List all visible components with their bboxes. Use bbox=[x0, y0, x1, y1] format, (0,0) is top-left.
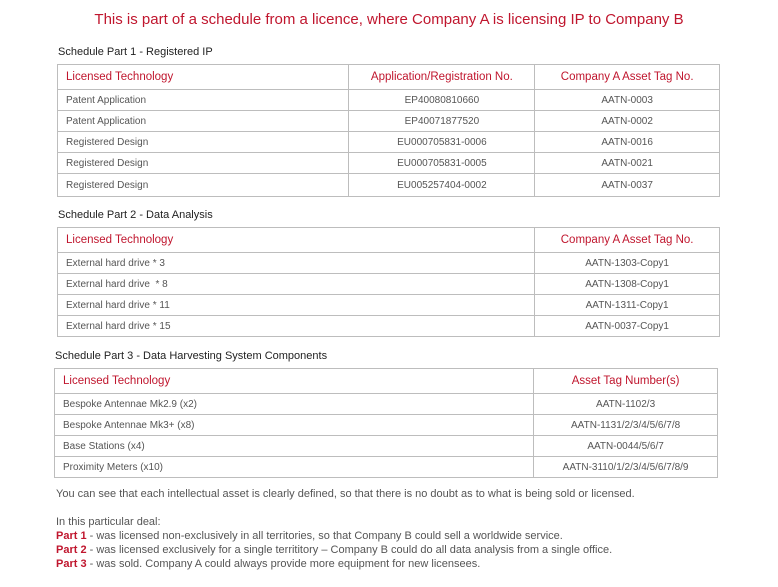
part3-note-text: - was sold. Company A could always provide more equipment for new licensees. bbox=[86, 558, 481, 570]
table-cell: Registered Design bbox=[58, 132, 349, 153]
page-title: This is part of a schedule from a licence, where Company A is licensing IP to Company B bbox=[94, 11, 684, 28]
table-cell: AATN-1311-Copy1 bbox=[535, 295, 720, 316]
table-row bbox=[58, 174, 720, 197]
table-row bbox=[55, 415, 718, 436]
table-cell: Bespoke Antennae Mk2.9 (x2) bbox=[55, 394, 534, 415]
table-cell: External hard drive * 3 bbox=[58, 253, 535, 274]
part1-table bbox=[57, 64, 720, 197]
column-header: Company A Asset Tag No. bbox=[535, 65, 720, 90]
table-cell: AATN-0037-Copy1 bbox=[535, 316, 720, 337]
part1-label: Schedule Part 1 - Registered IP bbox=[58, 46, 213, 58]
table-cell: EP40080810660 bbox=[349, 90, 535, 111]
part2-table bbox=[57, 227, 720, 337]
table-header-row bbox=[58, 228, 720, 253]
part2-note bbox=[56, 544, 612, 556]
table-row bbox=[58, 111, 720, 132]
part3-note-lead: Part 3 bbox=[56, 558, 87, 570]
part1-note-text: - was licensed non-exclusively in all territories, so that Company B could sell a worldwide service. bbox=[86, 530, 563, 542]
part2-note-text: - was licensed exclusively for a single territitory – Company B could do all data analysis from a single office. bbox=[86, 544, 613, 556]
table-cell: AATN-0044/5/6/7 bbox=[534, 436, 718, 457]
part3-table bbox=[54, 368, 718, 478]
table-cell: AATN-1303-Copy1 bbox=[535, 253, 720, 274]
table-row bbox=[58, 253, 720, 274]
table-cell: AATN-0002 bbox=[535, 111, 720, 132]
table-cell: Patent Application bbox=[58, 90, 349, 111]
table-cell: EU000705831-0005 bbox=[349, 153, 535, 174]
table-row bbox=[58, 153, 720, 174]
part3-note bbox=[56, 558, 480, 570]
table-cell: AATN-1131/2/3/4/5/6/7/8 bbox=[534, 415, 718, 436]
column-header: Licensed Technology bbox=[58, 228, 535, 253]
table-cell: Bespoke Antennae Mk3+ (x8) bbox=[55, 415, 534, 436]
table-row bbox=[55, 436, 718, 457]
part1-note-lead: Part 1 bbox=[56, 530, 87, 542]
column-header: Application/Registration No. bbox=[349, 65, 535, 90]
table-cell: Patent Application bbox=[58, 111, 349, 132]
table-row bbox=[58, 132, 720, 153]
table-cell: Registered Design bbox=[58, 153, 349, 174]
table-cell: External hard drive * 8 bbox=[58, 274, 535, 295]
table-row bbox=[58, 274, 720, 295]
part3-label: Schedule Part 3 - Data Harvesting System Components bbox=[55, 350, 328, 362]
column-header: Licensed Technology bbox=[55, 369, 534, 394]
column-header: Licensed Technology bbox=[58, 65, 349, 90]
table-cell: AATN-1102/3 bbox=[534, 394, 718, 415]
table-row bbox=[55, 457, 718, 478]
part2-note-lead: Part 2 bbox=[56, 544, 87, 556]
column-header: Company A Asset Tag No. bbox=[535, 228, 720, 253]
table-row bbox=[55, 394, 718, 415]
table-cell: AATN-1308-Copy1 bbox=[535, 274, 720, 295]
table-cell: Proximity Meters (x10) bbox=[55, 457, 534, 478]
table-row bbox=[58, 90, 720, 111]
part1-note bbox=[56, 530, 563, 542]
table-cell: EU005257404-0002 bbox=[349, 174, 535, 197]
deal-intro: In this particular deal: bbox=[56, 516, 161, 528]
table-cell: External hard drive * 11 bbox=[58, 295, 535, 316]
table-cell: Base Stations (x4) bbox=[55, 436, 534, 457]
table-cell: EP40071877520 bbox=[349, 111, 535, 132]
table-cell: AATN-0016 bbox=[535, 132, 720, 153]
column-header: Asset Tag Number(s) bbox=[534, 369, 718, 394]
summary-text: You can see that each intellectual asset is clearly defined, so that there is no doubt as to what is being sold or licensed. bbox=[56, 488, 635, 500]
table-header-row bbox=[58, 65, 720, 90]
table-cell: AATN-0003 bbox=[535, 90, 720, 111]
table-cell: AATN-3110/1/2/3/4/5/6/7/8/9 bbox=[534, 457, 718, 478]
table-cell: AATN-0021 bbox=[535, 153, 720, 174]
table-row bbox=[58, 295, 720, 316]
table-cell: External hard drive * 15 bbox=[58, 316, 535, 337]
part2-label: Schedule Part 2 - Data Analysis bbox=[58, 209, 213, 221]
table-cell: AATN-0037 bbox=[535, 174, 720, 197]
table-row bbox=[58, 316, 720, 337]
table-cell: Registered Design bbox=[58, 174, 349, 197]
table-cell: EU000705831-0006 bbox=[349, 132, 535, 153]
table-header-row bbox=[55, 369, 718, 394]
